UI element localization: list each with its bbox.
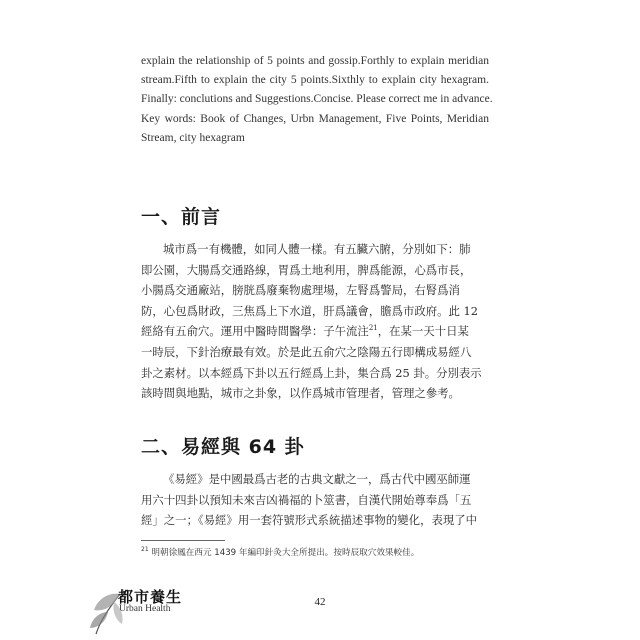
footnote-divider	[141, 540, 225, 541]
body-line: 防，心包爲財政，三焦爲上下水道，肝爲議會，膽爲市政府。此 12	[141, 303, 479, 318]
footnote	[141, 546, 419, 558]
section-heading-introduction: 一、前言	[141, 206, 222, 228]
body-line: 經」之一；《易經》用一套符號形式系統描述事物的變化，表現了中	[141, 513, 478, 528]
body-line: 即公園，大腸爲交通路線，胃爲土地利用，脾爲能源，心爲市長，	[141, 262, 472, 277]
abstract-line: stream.Fifth to explain the city 5 points.Sixthly to explain city hexagram.	[141, 74, 489, 87]
section2-body	[141, 469, 491, 531]
page-number: 42	[314, 596, 326, 608]
abstract-line: Stream, city hexagram	[141, 131, 245, 144]
logo-title: 都市養生	[118, 588, 183, 606]
abstract-text	[141, 52, 493, 148]
footnote-number: 21	[141, 546, 149, 554]
body-line	[141, 321, 491, 342]
logo-subtitle: Urban Health	[119, 604, 171, 614]
abstract-line: explain the relationship of 5 points and gossip.Forthly to explain meridian	[141, 55, 489, 67]
body-line: 《易經》是中國最爲古老的古典文獻之一，爲古代中國巫師運	[163, 472, 471, 486]
section-heading-iching: 二、易經與 64 卦	[141, 436, 305, 458]
body-line: 該時間與地點，城市之卦象，以作爲城市管理者，管理之參考。	[141, 386, 460, 401]
abstract-line: Finally: conclutions and Suggestions.Concise. Please correct me in advance.	[141, 93, 493, 106]
section1-body	[141, 239, 491, 404]
footnote-text: 明朝徐鳳在西元 1439 年編印針灸大全所提出。按時辰取穴效果較佳。	[151, 548, 420, 558]
body-line: 用六十四卦以預知未來吉凶禍福的卜筮書，自漢代開始尊奉爲「五	[141, 492, 472, 507]
body-line: 小腸爲交通廠站，膀胱爲廢棄物處理場，左腎爲警局，右腎爲消	[141, 283, 460, 298]
body-line-text: 經絡有五俞穴。運用中醫時間醫學：子午流注	[141, 324, 369, 339]
body-line: 城市爲一有機體，如同人體一樣。有五臟六腑，分別如下：肺	[163, 242, 471, 256]
body-line-tail: ，在某一天十日某	[377, 324, 469, 339]
body-line: 卦之素材。以本經爲下卦以五行經爲上卦，集合爲 25 卦。分別表示	[141, 365, 482, 380]
body-line: 一時辰，下針治療最有效。於是此五俞穴之陰陽五行即構成易經八	[141, 344, 472, 359]
footnote-ref: 21	[368, 324, 378, 333]
abstract-line: Key words: Book of Changes, Urbn Management, Five Points, Meridian	[141, 112, 489, 125]
